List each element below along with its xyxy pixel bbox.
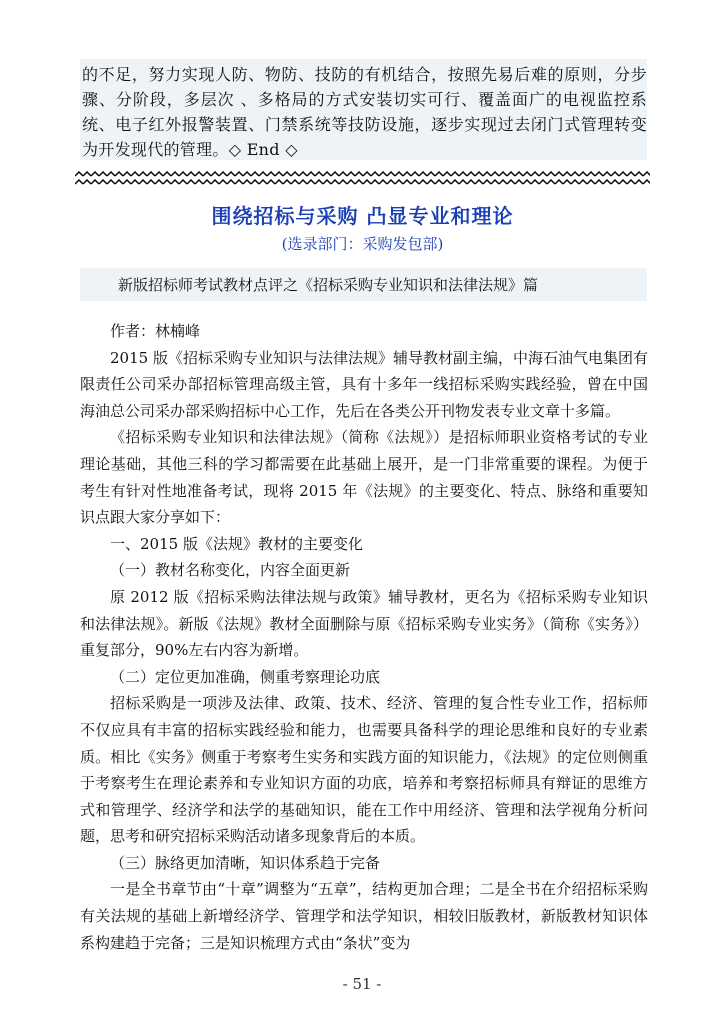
paragraph: 原 2012 版《招标采购法律法规与政策》辅导教材，更名为《招标采购专业知识和法律法规》。新版《法规》教材全面删除与原《招标采购专业实务》（简称《实务》）重复部分，90%左右内容为新增。 — [80, 587, 648, 660]
section-heading: 一、2015 版《法规》教材的主要变化 — [110, 534, 363, 553]
wavy-divider — [75, 170, 650, 186]
article-subheading: 新版招标师考试教材点评之《招标采购专业知识和法律法规》篇 — [118, 276, 539, 294]
continuation-text: 的不足，努力实现人防、物防、技防的有机结合，按照先易后难的原则，分步骤、分阶段，多层次 、多格局的方式安装切实可行、覆盖面广的电视监控系统、电子红外报警装置、门禁系统等技防设施，逐步实现过去闭门式管理转变为开发现代的管理。◇ End ◇ — [82, 65, 647, 159]
page-number: - 51 - — [342, 975, 382, 993]
article-title: 围绕招标与采购 凸显专业和理论 — [211, 204, 514, 228]
subheading-box — [80, 268, 647, 301]
article-subtitle: (选录部门：采购发包部) — [281, 235, 444, 253]
paragraph: 一是全书章节由“十章”调整为“五章”，结构更加合理；二是全书在介绍招标采购有关法规的基础上新增经济学、管理学和法学知识，相较旧版教材，新版教材知识体系构建趋于完备；三是知识梳理方式由“条状”变为 — [80, 880, 648, 952]
paragraph: 《招标采购专业知识和法律法规》（简称《法规》）是招标师职业资格考试的专业理论基础，其他三科的学习都需要在此基础上展开，是一门非常重要的课程。为便于考生有针对性地准备考试，现将 2015 年《法规》的主要变化、特点、脉络和重要知识点跟大家分享如下： — [80, 428, 648, 527]
article-body — [80, 318, 648, 956]
author-line: 作者：林楠峰 — [110, 322, 201, 340]
paragraph: 招标采购是一项涉及法律、政策、技术、经济、管理的复合性专业工作，招标师不仅应具有丰富的招标实践经验和能力，也需要具备科学的理论思维和良好的专业素质。相比《实务》侧重于考察考生实务和实践方面的知识能力，《法规》的定位则侧重于考察考生在理论素养和专业知识方面的功底，培养和考察招标师具有辩证的思维方式和管理学、经济学和法学的基础知识，能在工作中用经济、管理和法学视角分析问题，思考和研究招标采购活动诸多现象背后的本质。 — [80, 694, 648, 846]
subsection-heading: （一）教材名称变化，内容全面更新 — [110, 561, 351, 580]
continuation-box — [80, 59, 647, 160]
author-bio: 2015 版《招标采购专业知识与法律法规》辅导教材副主编，中海石油气电集团有限责任公司采办部招标管理高级主管，具有十多年一线招标采购实践经验，曾在中国海油总公司采办部采购招标中心工作，先后在各类公开刊物发表专业文章十多篇。 — [80, 348, 648, 420]
subsection-heading: （三）脉络更加清晰，知识体系趋于完备 — [110, 853, 381, 872]
subsection-heading: （二）定位更加准确，侧重考察理论功底 — [110, 667, 381, 686]
